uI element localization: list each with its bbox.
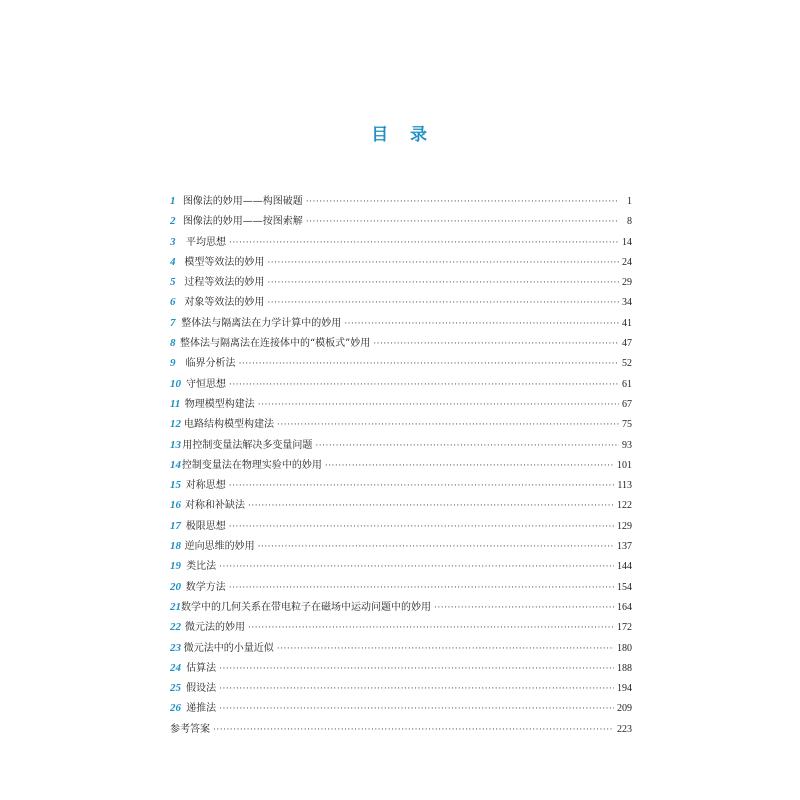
dot-leader — [267, 278, 619, 288]
toc-entry-page-number: 24 — [622, 256, 632, 268]
toc-entry-number: 26 — [170, 702, 181, 715]
toc-entry-number: 8 — [170, 337, 176, 350]
dot-leader — [325, 461, 614, 471]
toc-entry-number: 6 — [170, 296, 176, 309]
toc-entry-page-number: 180 — [617, 642, 632, 654]
toc-entry-label: 整体法与隔离法在力学计算中的妙用 — [181, 317, 342, 329]
toc-entry[interactable] — [170, 334, 632, 354]
toc-entry-number: 12 — [170, 418, 181, 431]
toc-entry[interactable] — [170, 679, 632, 699]
toc-entry-label: 对象等效法的妙用 — [184, 297, 265, 309]
toc-entry-page-number: 75 — [622, 419, 632, 431]
page-title — [0, 120, 800, 145]
dot-leader — [219, 562, 614, 572]
toc-entry-page-number: 188 — [617, 662, 632, 674]
dot-leader — [434, 603, 614, 613]
toc-entry-page-number: 47 — [622, 338, 632, 350]
toc-entry-page-number: 8 — [627, 216, 632, 228]
dot-leader — [277, 420, 619, 430]
toc-entry-label: 用控制变量法解决多变量问题 — [182, 439, 313, 451]
toc-entry-number: 23 — [170, 641, 181, 654]
toc-entry-label: 逆向思维的妙用 — [184, 541, 255, 553]
toc-entry[interactable] — [170, 557, 632, 577]
toc-entry-page-number: 52 — [622, 358, 632, 370]
toc-entry-label: 数学方法 — [185, 581, 226, 593]
toc-entry-number: 4 — [170, 255, 176, 268]
toc-entry-label: 对称和补缺法 — [184, 500, 245, 512]
toc-entry[interactable] — [170, 517, 632, 537]
toc-entry-page-number: 34 — [622, 297, 632, 309]
dot-leader — [248, 501, 614, 511]
toc-entry[interactable] — [170, 395, 632, 415]
toc-entry-number: 14 — [170, 458, 181, 471]
toc-entry[interactable] — [170, 618, 632, 638]
toc-entry[interactable] — [170, 496, 632, 516]
toc-entry-page-number: 223 — [617, 723, 632, 735]
toc-entry-page-number: 41 — [622, 317, 632, 329]
toc-entry-page-number: 129 — [617, 520, 632, 532]
dot-leader — [239, 359, 619, 369]
toc-entry[interactable] — [170, 476, 632, 496]
toc-entry-label: 整体法与隔离法在连接体中的“模板式”妙用 — [180, 338, 371, 350]
title-char-2: 录 — [410, 125, 429, 145]
toc-entry[interactable] — [170, 639, 632, 659]
dot-leader — [229, 238, 619, 248]
toc-entry-label: 临界分析法 — [185, 358, 236, 370]
toc-entry[interactable] — [170, 456, 632, 476]
toc-entry[interactable] — [170, 192, 632, 212]
toc-entry-label: 递推法 — [186, 703, 217, 715]
toc-entry-label: 类比法 — [186, 561, 217, 573]
toc-entry-page-number: 1 — [627, 196, 632, 207]
toc-entry-label: 假设法 — [186, 683, 217, 695]
toc-entry-number: 2 — [170, 215, 176, 228]
toc-entry-label: 过程等效法的妙用 — [184, 277, 265, 289]
toc-entry[interactable] — [170, 699, 632, 719]
toc-entry-label: 数学中的几何关系在带电粒子在磁场中运动问题中的妙用 — [181, 601, 431, 613]
toc-entry-number: 1 — [170, 195, 176, 207]
dot-leader — [344, 319, 619, 329]
toc-entry-page-number: 61 — [622, 378, 632, 390]
toc-entry[interactable] — [170, 598, 632, 618]
toc-entry[interactable] — [170, 578, 632, 598]
dot-leader — [267, 258, 619, 268]
dot-leader — [258, 542, 614, 552]
toc-entry-number: 17 — [170, 519, 181, 532]
toc-entry-number: 21 — [170, 600, 181, 613]
toc-entry-label: 对称思想 — [185, 480, 226, 492]
toc-entry-number: 9 — [170, 357, 176, 370]
toc-entry-label: 物理模型构建法 — [184, 398, 255, 410]
toc-entry-label: 图像法的妙用——按图索解 — [182, 216, 303, 228]
toc-entry[interactable] — [170, 212, 632, 232]
toc-entry-number: 5 — [170, 276, 176, 289]
toc-entry-label: 微元法中的小量近似 — [183, 642, 274, 654]
toc-entry-page-number: 122 — [617, 500, 632, 512]
dot-leader — [229, 583, 614, 593]
dot-leader — [219, 664, 614, 674]
toc-entry-number: 7 — [170, 316, 176, 329]
toc-entry[interactable] — [170, 659, 632, 679]
toc-entry-page-number: 164 — [617, 601, 632, 613]
toc-entry-label: 微元法的妙用 — [184, 622, 245, 634]
dot-leader — [306, 197, 619, 207]
toc-entry[interactable] — [170, 354, 632, 374]
toc-entry-page-number: 172 — [617, 622, 632, 634]
toc-entry-label: 参考答案 — [170, 723, 210, 735]
dot-leader — [219, 704, 614, 714]
toc-entry-number: 13 — [170, 438, 181, 451]
toc-entry-label: 极限思想 — [185, 520, 226, 532]
dot-leader — [219, 684, 614, 694]
toc-entry[interactable] — [170, 273, 632, 293]
toc-entry-page-number: 144 — [617, 561, 632, 573]
toc-entry[interactable] — [170, 415, 632, 435]
toc-entry[interactable] — [170, 293, 632, 313]
dot-leader — [229, 522, 614, 532]
dot-leader — [229, 481, 615, 491]
toc-entry-number: 11 — [170, 397, 181, 410]
toc-entry-page-number: 194 — [617, 683, 632, 695]
title-char-1: 目 — [371, 125, 390, 145]
toc-entry-page-number: 93 — [622, 439, 632, 451]
toc-entry-label: 守恒思想 — [185, 378, 226, 390]
toc-entry-number: 10 — [170, 377, 181, 390]
toc-entry-label: 电路结构模型构建法 — [184, 419, 274, 431]
toc-entry-number: 16 — [170, 499, 181, 512]
toc-entry-page-number: 154 — [617, 581, 632, 593]
toc-entry-page-number: 29 — [622, 277, 632, 289]
toc-entry[interactable] — [170, 537, 632, 557]
toc-entry-label: 平均思想 — [185, 236, 226, 248]
dot-leader — [373, 339, 619, 349]
toc-entry-label: 图像法的妙用——构图破题 — [182, 196, 303, 207]
dot-leader — [277, 644, 614, 654]
toc-entry-number: 20 — [170, 580, 181, 593]
dot-leader — [315, 441, 619, 451]
dot-leader — [213, 725, 614, 735]
toc-entry-label: 控制变量法在物理实验中的妙用 — [181, 459, 322, 471]
toc-entry[interactable] — [170, 375, 632, 395]
toc-entry[interactable] — [170, 314, 632, 334]
toc-entry-label: 模型等效法的妙用 — [184, 256, 265, 268]
toc-entry[interactable] — [170, 233, 632, 253]
dot-leader — [267, 298, 619, 308]
toc-entry-number: 25 — [170, 682, 181, 695]
toc-entry[interactable] — [170, 436, 632, 456]
toc-entry-page-number: 14 — [622, 236, 632, 248]
dot-leader — [258, 400, 619, 410]
dot-leader — [229, 380, 619, 390]
table-of-contents — [170, 192, 632, 740]
dot-leader — [248, 623, 614, 633]
toc-entry[interactable] — [170, 720, 632, 740]
toc-entry-label: 估算法 — [186, 662, 217, 674]
toc-entry-page-number: 113 — [617, 480, 632, 492]
dot-leader — [306, 217, 619, 227]
toc-entry-page-number: 67 — [622, 398, 632, 410]
toc-entry-number: 15 — [170, 479, 181, 492]
toc-entry-number: 18 — [170, 540, 181, 553]
toc-entry-number: 24 — [170, 661, 181, 674]
toc-entry-page-number: 101 — [617, 459, 632, 471]
toc-entry-number: 22 — [170, 621, 181, 634]
toc-entry-number: 3 — [170, 235, 176, 248]
toc-entry-page-number: 137 — [617, 541, 632, 553]
toc-entry[interactable] — [170, 253, 632, 273]
toc-entry-page-number: 209 — [617, 703, 632, 715]
toc-entry-number: 19 — [170, 560, 181, 573]
